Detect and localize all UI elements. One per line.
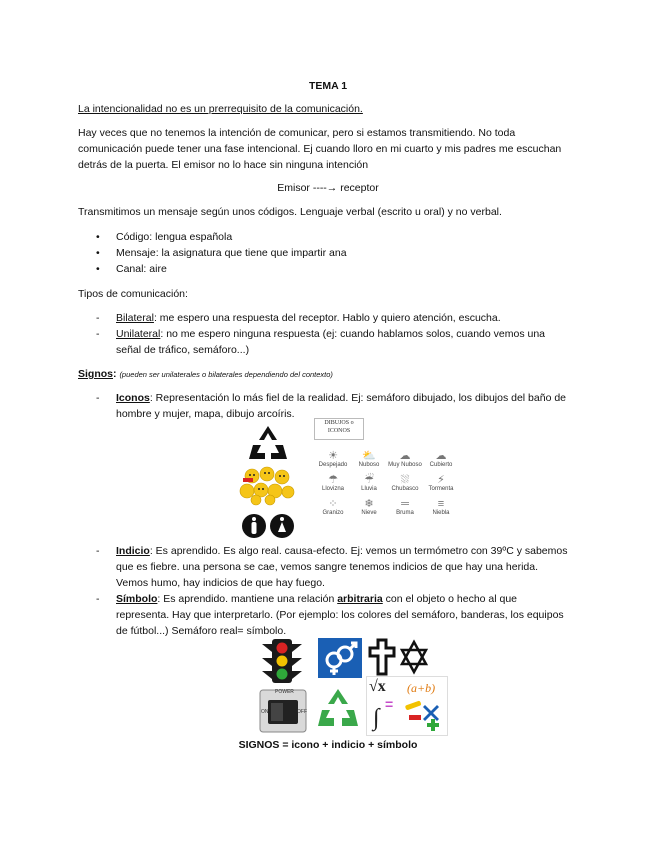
list-item-text: Canal: aire [116, 263, 167, 275]
definition: con el objeto o hecho al que [382, 593, 518, 605]
list-item-continuation: de fútbol...) Semáforo real= símbolo. [116, 625, 287, 637]
weather-label: Tormenta [428, 486, 454, 492]
page-title: TEMA 1 [308, 80, 348, 92]
list-item-text: Código: lengua española [116, 231, 233, 243]
list-item-continuation: hombre y mujer, mapa, dibujo arcoíris. [116, 408, 295, 420]
weather-icon: ≡ [437, 498, 445, 510]
term: Unilateral [116, 328, 161, 340]
definition: : me espero una respuesta del receptor. Hablo y quiero atención, escucha. [153, 312, 501, 324]
dash-icon: - [96, 328, 100, 340]
signos-label: Signos [78, 368, 114, 380]
weather-icon-cell [316, 498, 350, 517]
subtitle: La intencionalidad no es un prerrequisito de la comunicación. [78, 103, 363, 115]
weather-icon: ☂ [328, 474, 338, 486]
power-switch-icon [258, 688, 308, 734]
weather-label: Bruma [396, 510, 414, 516]
paragraph-line: detrás de la puerta. El emisor no lo hace sin ninguna intención [78, 159, 369, 171]
term: Símbolo [116, 593, 158, 605]
weather-label: Chubasco [391, 486, 419, 492]
weather-icon-cell [424, 498, 458, 517]
bullet-icon: • [96, 247, 100, 259]
emisor-receptor-line: Emisor ----→ receptor [277, 182, 379, 194]
list-item-continuation: señal de tráfico, semáforo...) [116, 344, 250, 356]
traffic-light-icon [254, 638, 310, 684]
weather-icons-panel [314, 418, 456, 524]
paragraph-line: Hay veces que no tenemos la intención de comunicar, pero si estamos transmitiendo. No toda [78, 127, 516, 139]
signos-formula: SIGNOS = icono + indicio + símbolo [238, 739, 418, 751]
weather-icon-cell [388, 498, 422, 517]
paragraph-line: Transmitimos un mensaje según unos códigos. Lenguaje verbal (escrito u oral) y no verbal. [78, 206, 502, 218]
definition: : Es aprendido. mantiene una relación [157, 593, 338, 605]
list-item [116, 326, 576, 342]
weather-icon: ⛆ [400, 474, 410, 486]
weather-icon-cell [352, 474, 386, 493]
list-item-continuation: representa. Hay que interpretarlo. (Por ejemplo: los colores del semáforo, banderas, los equipos [116, 609, 564, 621]
signos-heading [78, 366, 618, 383]
list-item [116, 390, 576, 406]
weather-icon-cell [352, 450, 386, 469]
green-recycle-icon [314, 686, 362, 732]
ab-symbol: (a+b) [407, 681, 436, 695]
term: Iconos [116, 392, 150, 404]
recycle-icon [243, 423, 293, 463]
weather-icon: ☁ [399, 450, 411, 462]
math-symbols-icon [366, 676, 448, 736]
paragraph-line: comunicación puede tener una fase intencional. Ej cuando lloro en mi cuarto y mis padres me escuchan [78, 143, 562, 155]
definition: : Es aprendido. Es algo real. causa-efecto. Ej: vemos un termómetro con 39ºC y sabemos [149, 545, 568, 557]
signos-note: (pueden ser unilaterales o bilaterales dependiendo del contexto) [119, 370, 333, 379]
section-heading: Tipos de comunicación: [78, 288, 188, 300]
weather-icon: ❄ [364, 498, 374, 510]
weather-icon: ═ [401, 498, 409, 510]
weather-icon-cell [316, 474, 350, 493]
dash-icon: - [96, 312, 100, 324]
weather-icon-cell [316, 450, 350, 469]
weather-icon: ⁘ [328, 498, 338, 510]
weather-icon: ⛅ [362, 450, 376, 462]
dash-icon: - [96, 392, 100, 404]
restroom-icon [240, 512, 296, 540]
integral-symbol: ∫ [373, 705, 380, 731]
weather-icon: ⚡ [437, 474, 445, 486]
equals-symbol: = [385, 696, 394, 712]
list-item [116, 543, 576, 559]
emphasis: arbitraria [337, 593, 383, 605]
weather-label: Granizo [322, 510, 344, 516]
list-item-text: Mensaje: la asignatura que tiene que impartir ana [116, 247, 347, 259]
list-item [116, 310, 576, 326]
weather-label: Muy Nuboso [388, 462, 422, 468]
weather-icon-cell [424, 474, 458, 493]
weather-panel-title [314, 418, 364, 440]
list-item [116, 591, 576, 607]
weather-label: Cubierto [429, 462, 453, 468]
weather-label: Nieve [361, 510, 377, 516]
weather-label: Niebla [432, 510, 450, 516]
dash-icon: - [96, 593, 100, 605]
definition: : Representación lo más fiel de la realidad. Ej: semáforo dibujado, los dibujos del baño de [149, 392, 567, 404]
weather-icon-cell [352, 498, 386, 517]
weather-icon-cell [388, 474, 422, 493]
weather-label: Nuboso [358, 462, 380, 468]
power-off-label: OFF [297, 709, 307, 715]
list-item-continuation: Vemos humo, hay indicios de que hay fuego. [116, 577, 325, 589]
weather-icon-cell [424, 450, 458, 469]
weather-title-line: ICONOS [327, 428, 351, 434]
power-label: POWER [275, 689, 294, 695]
weather-icon-cell [388, 450, 422, 469]
bullet-icon: • [96, 263, 100, 275]
definition: : no me espero ninguna respuesta (ej: cuando hablamos solos, cuando vemos una [160, 328, 546, 340]
term: Indicio [116, 545, 150, 557]
weather-title-line: DIBUJOS o [324, 420, 354, 426]
weather-icon: ☔ [364, 474, 374, 486]
emoji-faces-icon [238, 466, 296, 506]
list-item-continuation: que es fiebre. una persona se cae, vemos sangre tenemos indicios de que hay una herida. [116, 561, 539, 573]
math-operators-icon [403, 699, 445, 733]
bullet-icon: • [96, 231, 100, 243]
term: Bilateral [116, 312, 154, 324]
power-on-label: ON [261, 709, 269, 715]
religious-symbols-icon [368, 636, 432, 678]
weather-icon: ☁ [435, 450, 447, 462]
dash-icon: - [96, 545, 100, 557]
weather-label: Despejado [318, 462, 348, 468]
weather-label: Lluvia [361, 486, 377, 492]
gender-symbols-icon [318, 638, 362, 678]
signos-colon: : [113, 368, 117, 380]
weather-label: Llovizna [321, 486, 344, 492]
sqrt-symbol: √x [369, 678, 386, 695]
weather-icon: ☀ [328, 450, 338, 462]
